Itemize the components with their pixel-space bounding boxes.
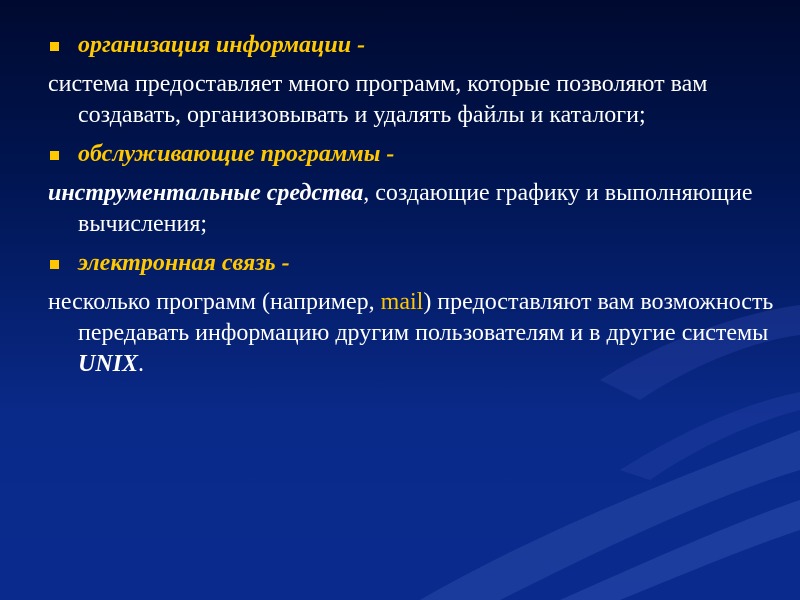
bullet-item-communication [48,248,778,279]
paragraph-text: система предоставляет много программ, которые позволяют вам создавать, организовывать и удалять файлы и каталоги; [48,71,708,128]
square-bullet-icon [50,42,59,51]
square-bullet-icon [50,151,59,160]
bullet-heading: обслуживающие программы - [78,141,395,167]
emphasis-text: инструментальные средства [48,180,364,206]
paragraph-communication [48,287,778,380]
paragraph-text: несколько программ (например, [48,289,381,315]
paragraph-text: . [138,351,145,377]
emphasis-text: UNIX [78,351,139,377]
bullet-heading: организация информации - [78,32,366,58]
bullet-item-organization [48,30,778,61]
mail-link[interactable]: mail [380,289,424,315]
paragraph-text: ) предоставляют вам возможность передавать информацию другим пользователям и в другие системы [78,289,774,346]
bullet-item-utilities [48,139,778,170]
paragraph-utilities [48,178,778,240]
paragraph-organization [48,69,778,131]
bullet-heading: электронная связь - [78,250,290,276]
square-bullet-icon [50,260,59,269]
slide-content [48,30,778,388]
paragraph-text: , создающие графику и выполняющие вычисления; [78,180,753,237]
